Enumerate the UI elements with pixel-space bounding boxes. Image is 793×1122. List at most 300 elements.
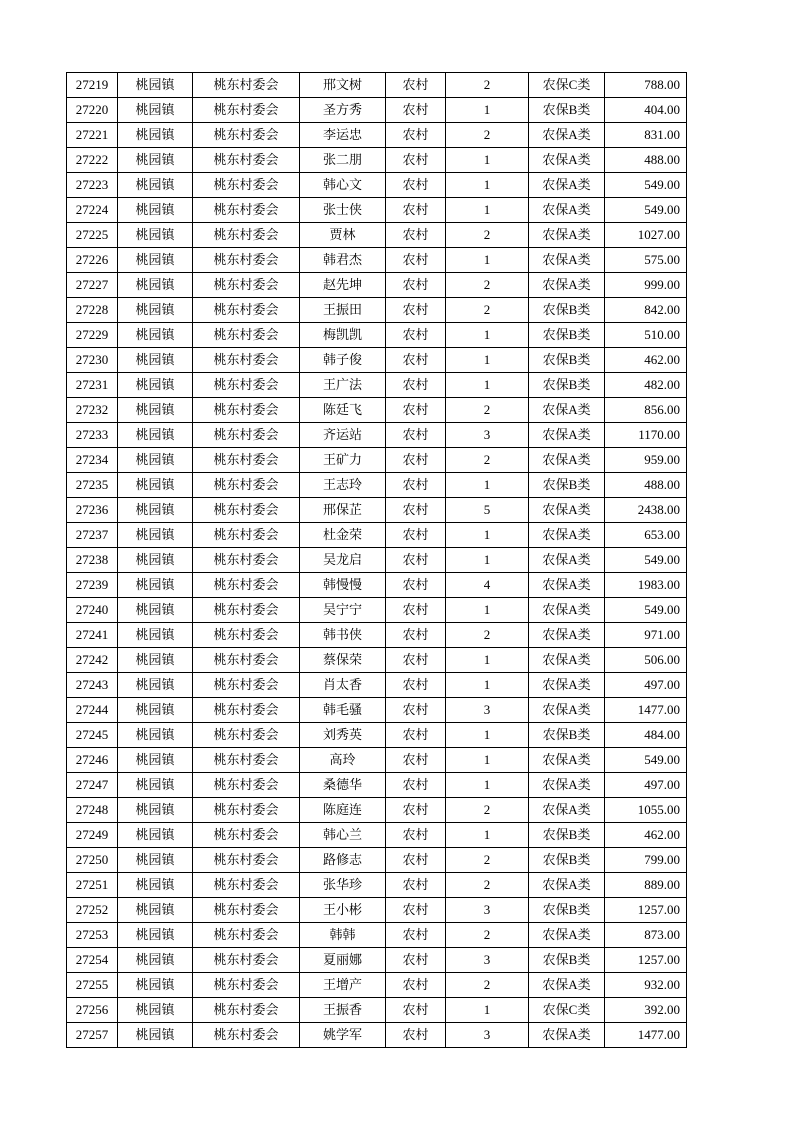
cell-person-count: 1: [446, 773, 529, 798]
cell-insurance-category: 农保B类: [529, 373, 605, 398]
cell-residence-type: 农村: [386, 798, 446, 823]
cell-town: 桃园镇: [118, 248, 193, 273]
cell-village-committee: 桃东村委会: [193, 1023, 300, 1048]
cell-town: 桃园镇: [118, 98, 193, 123]
cell-person-count: 1: [446, 148, 529, 173]
cell-residence-type: 农村: [386, 773, 446, 798]
cell-amount: 873.00: [605, 923, 687, 948]
cell-residence-type: 农村: [386, 448, 446, 473]
cell-insurance-category: 农保A类: [529, 648, 605, 673]
cell-residence-type: 农村: [386, 723, 446, 748]
cell-person-count: 2: [446, 873, 529, 898]
cell-town: 桃园镇: [118, 973, 193, 998]
cell-town: 桃园镇: [118, 273, 193, 298]
cell-insurance-category: 农保A类: [529, 548, 605, 573]
cell-insurance-category: 农保A类: [529, 398, 605, 423]
cell-serial-number: 27229: [67, 323, 118, 348]
cell-amount: 2438.00: [605, 498, 687, 523]
cell-residence-type: 农村: [386, 423, 446, 448]
cell-town: 桃园镇: [118, 473, 193, 498]
cell-village-committee: 桃东村委会: [193, 548, 300, 573]
table-row: [67, 698, 687, 723]
cell-residence-type: 农村: [386, 748, 446, 773]
cell-person-count: 5: [446, 498, 529, 523]
cell-residence-type: 农村: [386, 673, 446, 698]
cell-residence-type: 农村: [386, 1023, 446, 1048]
cell-person-name: 圣方秀: [300, 98, 386, 123]
cell-village-committee: 桃东村委会: [193, 123, 300, 148]
cell-residence-type: 农村: [386, 98, 446, 123]
cell-person-name: 韩心兰: [300, 823, 386, 848]
cell-residence-type: 农村: [386, 198, 446, 223]
cell-residence-type: 农村: [386, 873, 446, 898]
cell-person-name: 王振香: [300, 998, 386, 1023]
cell-serial-number: 27250: [67, 848, 118, 873]
cell-amount: 575.00: [605, 248, 687, 273]
table-row: [67, 673, 687, 698]
cell-town: 桃园镇: [118, 298, 193, 323]
cell-amount: 549.00: [605, 748, 687, 773]
cell-village-committee: 桃东村委会: [193, 98, 300, 123]
table-row: [67, 573, 687, 598]
table-row: [67, 648, 687, 673]
cell-amount: 549.00: [605, 598, 687, 623]
cell-person-name: 王振田: [300, 298, 386, 323]
cell-person-count: 2: [446, 448, 529, 473]
cell-village-committee: 桃东村委会: [193, 448, 300, 473]
cell-amount: 842.00: [605, 298, 687, 323]
cell-person-count: 1: [446, 323, 529, 348]
cell-insurance-category: 农保B类: [529, 898, 605, 923]
cell-serial-number: 27220: [67, 98, 118, 123]
cell-person-name: 肖太香: [300, 673, 386, 698]
cell-person-count: 1: [446, 248, 529, 273]
cell-serial-number: 27242: [67, 648, 118, 673]
cell-person-count: 1: [446, 998, 529, 1023]
cell-residence-type: 农村: [386, 923, 446, 948]
cell-residence-type: 农村: [386, 548, 446, 573]
cell-town: 桃园镇: [118, 523, 193, 548]
cell-town: 桃园镇: [118, 798, 193, 823]
cell-village-committee: 桃东村委会: [193, 698, 300, 723]
cell-amount: 1477.00: [605, 1023, 687, 1048]
cell-amount: 889.00: [605, 873, 687, 898]
cell-person-count: 2: [446, 298, 529, 323]
cell-town: 桃园镇: [118, 323, 193, 348]
cell-serial-number: 27222: [67, 148, 118, 173]
cell-village-committee: 桃东村委会: [193, 923, 300, 948]
cell-village-committee: 桃东村委会: [193, 473, 300, 498]
cell-insurance-category: 农保A类: [529, 1023, 605, 1048]
cell-person-name: 王广法: [300, 373, 386, 398]
cell-residence-type: 农村: [386, 223, 446, 248]
cell-residence-type: 农村: [386, 498, 446, 523]
cell-town: 桃园镇: [118, 948, 193, 973]
cell-person-count: 2: [446, 798, 529, 823]
cell-serial-number: 27233: [67, 423, 118, 448]
cell-serial-number: 27247: [67, 773, 118, 798]
cell-residence-type: 农村: [386, 848, 446, 873]
cell-amount: 1257.00: [605, 948, 687, 973]
cell-residence-type: 农村: [386, 973, 446, 998]
cell-serial-number: 27230: [67, 348, 118, 373]
cell-village-committee: 桃东村委会: [193, 898, 300, 923]
cell-amount: 799.00: [605, 848, 687, 873]
cell-village-committee: 桃东村委会: [193, 173, 300, 198]
cell-person-name: 路修志: [300, 848, 386, 873]
cell-person-name: 张二朋: [300, 148, 386, 173]
cell-insurance-category: 农保A类: [529, 223, 605, 248]
cell-village-committee: 桃东村委会: [193, 773, 300, 798]
cell-insurance-category: 农保A类: [529, 598, 605, 623]
cell-person-count: 2: [446, 623, 529, 648]
cell-insurance-category: 农保A类: [529, 923, 605, 948]
cell-town: 桃园镇: [118, 498, 193, 523]
cell-town: 桃园镇: [118, 898, 193, 923]
cell-serial-number: 27257: [67, 1023, 118, 1048]
cell-serial-number: 27235: [67, 473, 118, 498]
table-row: [67, 948, 687, 973]
cell-town: 桃园镇: [118, 398, 193, 423]
cell-insurance-category: 农保A类: [529, 523, 605, 548]
table-row: [67, 923, 687, 948]
cell-person-name: 邢保芷: [300, 498, 386, 523]
cell-person-name: 王小彬: [300, 898, 386, 923]
cell-insurance-category: 农保C类: [529, 73, 605, 98]
cell-village-committee: 桃东村委会: [193, 148, 300, 173]
cell-insurance-category: 农保A类: [529, 673, 605, 698]
cell-town: 桃园镇: [118, 348, 193, 373]
table-row: [67, 623, 687, 648]
cell-village-committee: 桃东村委会: [193, 823, 300, 848]
cell-insurance-category: 农保A类: [529, 248, 605, 273]
cell-village-committee: 桃东村委会: [193, 748, 300, 773]
table-body: [67, 73, 687, 1048]
cell-person-name: 赵先坤: [300, 273, 386, 298]
cell-person-count: 1: [446, 98, 529, 123]
cell-person-count: 2: [446, 848, 529, 873]
cell-serial-number: 27254: [67, 948, 118, 973]
cell-person-count: 1: [446, 823, 529, 848]
cell-serial-number: 27224: [67, 198, 118, 223]
cell-person-name: 贾林: [300, 223, 386, 248]
cell-insurance-category: 农保A类: [529, 873, 605, 898]
cell-person-count: 1: [446, 373, 529, 398]
cell-serial-number: 27241: [67, 623, 118, 648]
cell-town: 桃园镇: [118, 673, 193, 698]
data-table: [66, 72, 687, 1048]
cell-village-committee: 桃东村委会: [193, 498, 300, 523]
table-row: [67, 273, 687, 298]
cell-person-name: 桑德华: [300, 773, 386, 798]
cell-village-committee: 桃东村委会: [193, 973, 300, 998]
table-row: [67, 973, 687, 998]
cell-person-name: 韩慢慢: [300, 573, 386, 598]
cell-serial-number: 27227: [67, 273, 118, 298]
cell-insurance-category: 农保B类: [529, 948, 605, 973]
cell-insurance-category: 农保A类: [529, 123, 605, 148]
cell-insurance-category: 农保B类: [529, 323, 605, 348]
table-row: [67, 848, 687, 873]
cell-insurance-category: 农保A类: [529, 448, 605, 473]
table-row: [67, 298, 687, 323]
table-row: [67, 448, 687, 473]
cell-town: 桃园镇: [118, 623, 193, 648]
cell-residence-type: 农村: [386, 73, 446, 98]
cell-amount: 653.00: [605, 523, 687, 548]
cell-amount: 1055.00: [605, 798, 687, 823]
cell-serial-number: 27231: [67, 373, 118, 398]
cell-serial-number: 27240: [67, 598, 118, 623]
cell-person-count: 1: [446, 198, 529, 223]
cell-person-count: 1: [446, 548, 529, 573]
table-row: [67, 723, 687, 748]
cell-residence-type: 农村: [386, 298, 446, 323]
table-row: [67, 548, 687, 573]
table-row: [67, 773, 687, 798]
cell-village-committee: 桃东村委会: [193, 998, 300, 1023]
cell-amount: 831.00: [605, 123, 687, 148]
cell-person-count: 3: [446, 698, 529, 723]
cell-person-count: 1: [446, 723, 529, 748]
cell-amount: 1477.00: [605, 698, 687, 723]
cell-person-name: 韩君杰: [300, 248, 386, 273]
cell-serial-number: 27251: [67, 873, 118, 898]
cell-person-count: 2: [446, 273, 529, 298]
cell-town: 桃园镇: [118, 123, 193, 148]
cell-insurance-category: 农保B类: [529, 848, 605, 873]
cell-residence-type: 农村: [386, 898, 446, 923]
cell-village-committee: 桃东村委会: [193, 948, 300, 973]
cell-town: 桃园镇: [118, 448, 193, 473]
cell-residence-type: 农村: [386, 323, 446, 348]
cell-insurance-category: 农保A类: [529, 573, 605, 598]
cell-person-count: 3: [446, 898, 529, 923]
table-row: [67, 73, 687, 98]
table-row: [67, 998, 687, 1023]
cell-person-count: 3: [446, 948, 529, 973]
cell-town: 桃园镇: [118, 198, 193, 223]
cell-amount: 506.00: [605, 648, 687, 673]
cell-serial-number: 27246: [67, 748, 118, 773]
cell-residence-type: 农村: [386, 373, 446, 398]
cell-village-committee: 桃东村委会: [193, 598, 300, 623]
cell-person-name: 梅凯凯: [300, 323, 386, 348]
cell-amount: 856.00: [605, 398, 687, 423]
cell-amount: 404.00: [605, 98, 687, 123]
cell-insurance-category: 农保A类: [529, 198, 605, 223]
cell-serial-number: 27255: [67, 973, 118, 998]
cell-insurance-category: 农保A类: [529, 498, 605, 523]
cell-village-committee: 桃东村委会: [193, 373, 300, 398]
table-row: [67, 248, 687, 273]
cell-insurance-category: 农保A类: [529, 773, 605, 798]
table-row: [67, 223, 687, 248]
cell-person-count: 1: [446, 173, 529, 198]
cell-person-name: 姚学军: [300, 1023, 386, 1048]
cell-residence-type: 农村: [386, 648, 446, 673]
cell-residence-type: 农村: [386, 123, 446, 148]
cell-village-committee: 桃东村委会: [193, 798, 300, 823]
cell-amount: 488.00: [605, 473, 687, 498]
cell-amount: 484.00: [605, 723, 687, 748]
cell-town: 桃园镇: [118, 723, 193, 748]
cell-serial-number: 27252: [67, 898, 118, 923]
cell-village-committee: 桃东村委会: [193, 273, 300, 298]
cell-person-count: 1: [446, 598, 529, 623]
cell-person-name: 韩心文: [300, 173, 386, 198]
cell-village-committee: 桃东村委会: [193, 873, 300, 898]
cell-amount: 488.00: [605, 148, 687, 173]
cell-insurance-category: 农保A类: [529, 798, 605, 823]
cell-town: 桃园镇: [118, 1023, 193, 1048]
cell-residence-type: 农村: [386, 348, 446, 373]
cell-person-name: 韩毛骚: [300, 698, 386, 723]
cell-serial-number: 27239: [67, 573, 118, 598]
cell-village-committee: 桃东村委会: [193, 523, 300, 548]
cell-insurance-category: 农保A类: [529, 148, 605, 173]
table-row: [67, 598, 687, 623]
cell-village-committee: 桃东村委会: [193, 423, 300, 448]
cell-amount: 999.00: [605, 273, 687, 298]
cell-amount: 788.00: [605, 73, 687, 98]
cell-person-name: 张华珍: [300, 873, 386, 898]
cell-person-count: 1: [446, 473, 529, 498]
cell-amount: 549.00: [605, 173, 687, 198]
cell-person-name: 刘秀英: [300, 723, 386, 748]
table-row: [67, 398, 687, 423]
cell-village-committee: 桃东村委会: [193, 348, 300, 373]
table-row: [67, 173, 687, 198]
cell-village-committee: 桃东村委会: [193, 198, 300, 223]
table-row: [67, 123, 687, 148]
cell-residence-type: 农村: [386, 398, 446, 423]
table-row: [67, 198, 687, 223]
cell-amount: 1027.00: [605, 223, 687, 248]
cell-town: 桃园镇: [118, 748, 193, 773]
cell-person-count: 4: [446, 573, 529, 598]
cell-person-name: 王志玲: [300, 473, 386, 498]
cell-town: 桃园镇: [118, 598, 193, 623]
cell-town: 桃园镇: [118, 223, 193, 248]
cell-town: 桃园镇: [118, 773, 193, 798]
cell-residence-type: 农村: [386, 948, 446, 973]
cell-person-name: 韩书侠: [300, 623, 386, 648]
cell-person-count: 3: [446, 1023, 529, 1048]
cell-residence-type: 农村: [386, 273, 446, 298]
table-row: [67, 498, 687, 523]
cell-residence-type: 农村: [386, 473, 446, 498]
cell-village-committee: 桃东村委会: [193, 323, 300, 348]
cell-serial-number: 27243: [67, 673, 118, 698]
cell-person-name: 陈庭连: [300, 798, 386, 823]
cell-serial-number: 27256: [67, 998, 118, 1023]
cell-person-name: 韩韩: [300, 923, 386, 948]
table-row: [67, 473, 687, 498]
cell-person-name: 李运忠: [300, 123, 386, 148]
cell-village-committee: 桃东村委会: [193, 73, 300, 98]
cell-serial-number: 27237: [67, 523, 118, 548]
table-row: [67, 1023, 687, 1048]
cell-insurance-category: 农保B类: [529, 823, 605, 848]
table-row: [67, 898, 687, 923]
cell-serial-number: 27232: [67, 398, 118, 423]
cell-person-name: 蔡保荣: [300, 648, 386, 673]
cell-residence-type: 农村: [386, 173, 446, 198]
cell-person-count: 2: [446, 398, 529, 423]
cell-amount: 510.00: [605, 323, 687, 348]
cell-serial-number: 27228: [67, 298, 118, 323]
cell-insurance-category: 农保A类: [529, 973, 605, 998]
cell-town: 桃园镇: [118, 373, 193, 398]
table-row: [67, 348, 687, 373]
cell-town: 桃园镇: [118, 873, 193, 898]
cell-serial-number: 27238: [67, 548, 118, 573]
table-row: [67, 373, 687, 398]
cell-amount: 392.00: [605, 998, 687, 1023]
table-row: [67, 523, 687, 548]
cell-town: 桃园镇: [118, 573, 193, 598]
cell-town: 桃园镇: [118, 423, 193, 448]
cell-amount: 497.00: [605, 673, 687, 698]
cell-serial-number: 27245: [67, 723, 118, 748]
cell-amount: 1257.00: [605, 898, 687, 923]
cell-village-committee: 桃东村委会: [193, 673, 300, 698]
cell-residence-type: 农村: [386, 573, 446, 598]
cell-insurance-category: 农保B类: [529, 348, 605, 373]
table-row: [67, 98, 687, 123]
cell-insurance-category: 农保B类: [529, 298, 605, 323]
cell-serial-number: 27223: [67, 173, 118, 198]
cell-serial-number: 27219: [67, 73, 118, 98]
cell-insurance-category: 农保A类: [529, 748, 605, 773]
cell-insurance-category: 农保A类: [529, 623, 605, 648]
cell-insurance-category: 农保A类: [529, 698, 605, 723]
cell-insurance-category: 农保A类: [529, 173, 605, 198]
cell-serial-number: 27226: [67, 248, 118, 273]
cell-amount: 1983.00: [605, 573, 687, 598]
cell-amount: 482.00: [605, 373, 687, 398]
cell-amount: 462.00: [605, 823, 687, 848]
cell-village-committee: 桃东村委会: [193, 648, 300, 673]
cell-town: 桃园镇: [118, 173, 193, 198]
cell-village-committee: 桃东村委会: [193, 848, 300, 873]
cell-residence-type: 农村: [386, 523, 446, 548]
cell-insurance-category: 农保B类: [529, 98, 605, 123]
cell-person-count: 1: [446, 673, 529, 698]
cell-residence-type: 农村: [386, 248, 446, 273]
cell-person-name: 吴龙启: [300, 548, 386, 573]
cell-residence-type: 农村: [386, 623, 446, 648]
table-row: [67, 423, 687, 448]
cell-residence-type: 农村: [386, 998, 446, 1023]
cell-village-committee: 桃东村委会: [193, 223, 300, 248]
cell-amount: 462.00: [605, 348, 687, 373]
cell-town: 桃园镇: [118, 148, 193, 173]
cell-person-count: 1: [446, 748, 529, 773]
cell-residence-type: 农村: [386, 823, 446, 848]
table-row: [67, 748, 687, 773]
cell-town: 桃园镇: [118, 648, 193, 673]
table-row: [67, 323, 687, 348]
cell-insurance-category: 农保A类: [529, 423, 605, 448]
cell-residence-type: 农村: [386, 598, 446, 623]
cell-person-name: 王矿力: [300, 448, 386, 473]
cell-insurance-category: 农保B类: [529, 473, 605, 498]
cell-insurance-category: 农保C类: [529, 998, 605, 1023]
cell-person-name: 邢文树: [300, 73, 386, 98]
table-row: [67, 798, 687, 823]
